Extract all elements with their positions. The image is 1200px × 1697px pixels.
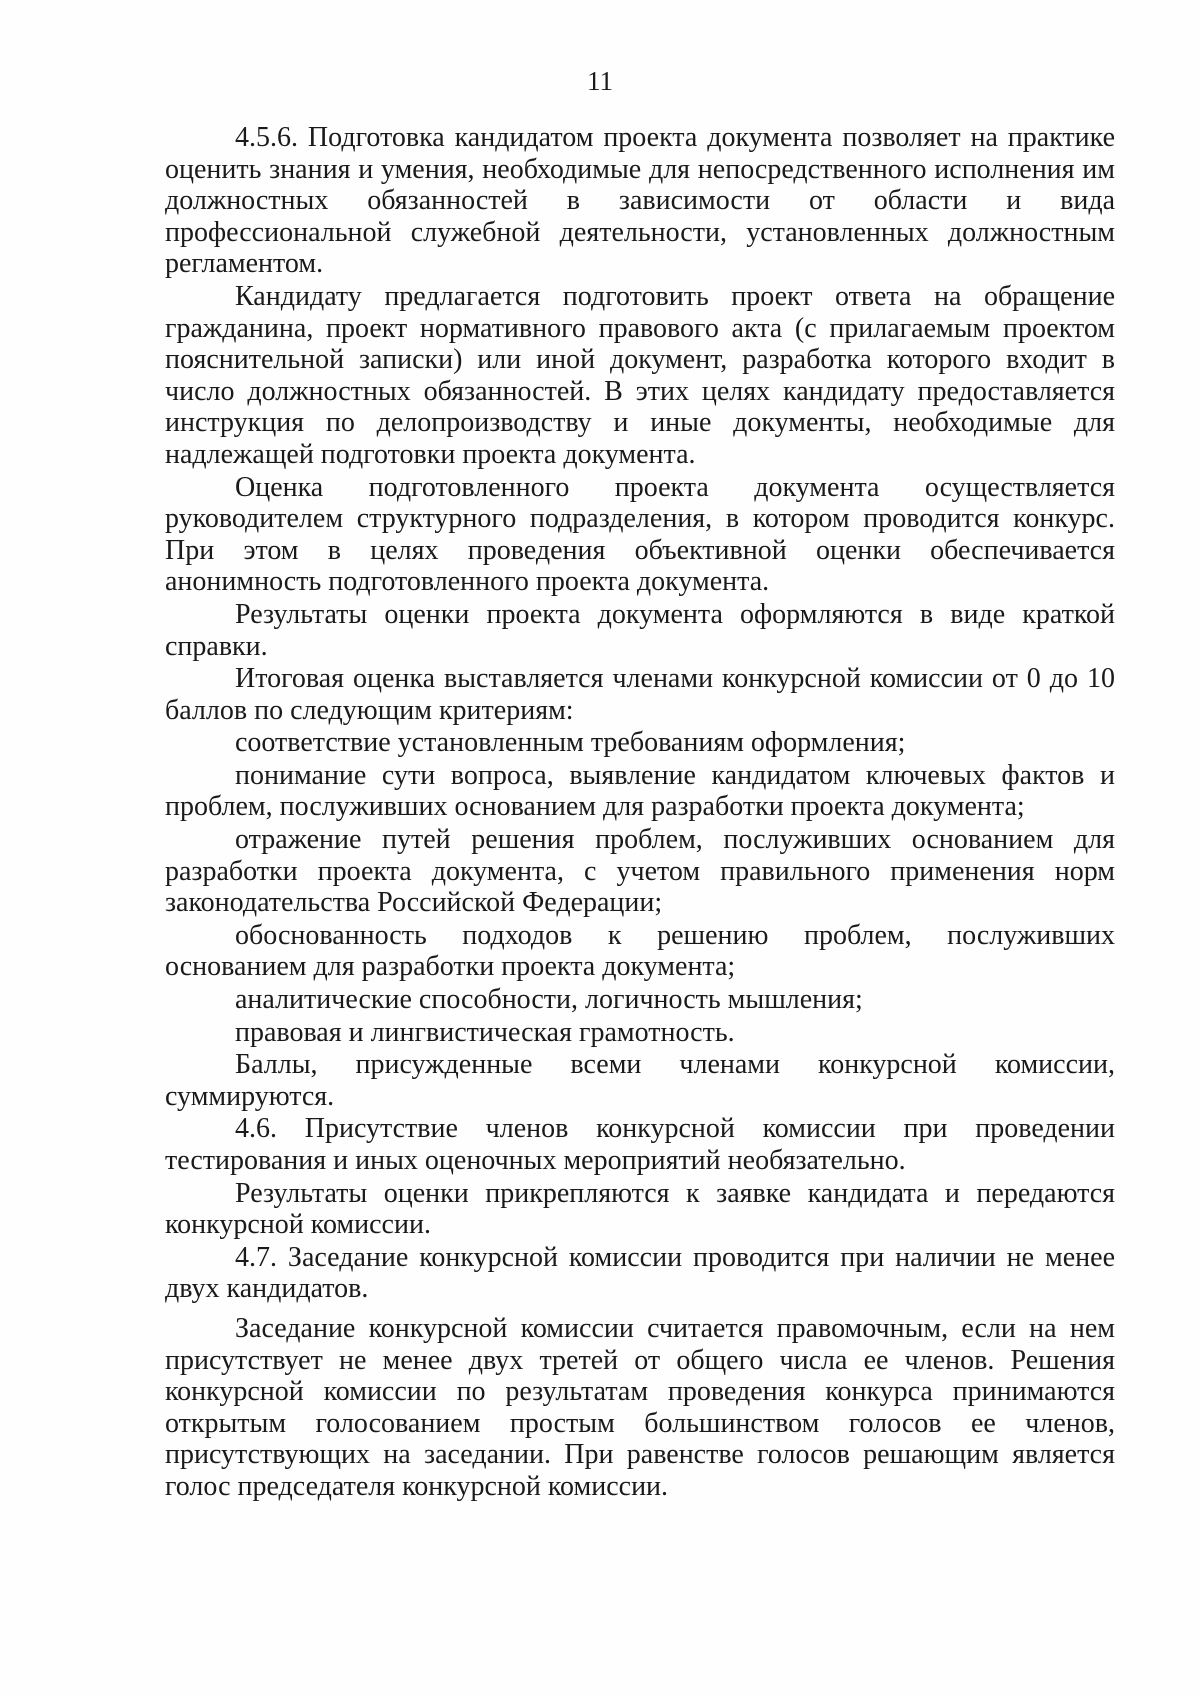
paragraph-results-attached: Результаты оценки прикрепляются к заявке кандидата и передаются конкурсной комиссии. <box>165 1177 1115 1241</box>
paragraph-4-6: 4.6. Присутствие членов конкурсной комиссии при проведении тестирования и иных оценочных мероприятий необязательно. <box>165 1113 1115 1176</box>
criterion-literacy: правовая и лингвистическая грамотность. <box>235 1016 735 1048</box>
paragraph-4-5-6: 4.5.6. Подготовка кандидатом проекта документа позволяет на практике оценить знания и умения, необходимые для непосредственного исполнения им должностных обязанностей в зависимости от области и вида профессиональной служебной деятельности, установленных должностным регламентом. <box>165 122 1115 280</box>
criterion-justification: обоснованность подходов к решению проблем, послуживших основанием для разработки проекта документа; <box>165 919 1115 983</box>
paragraph-4-7: 4.7. Заседание конкурсной комиссии проводится при наличии не менее двух кандидатов. <box>165 1241 1115 1305</box>
criterion-solutions: отражение путей решения проблем, послуживших основанием для разработки проекта документа, с учетом правильного применения норм законодательства Российской Федерации; <box>165 824 1115 919</box>
paragraph-scores-summed: Баллы, присужденные всеми членами конкурсной комиссии, суммируются. <box>165 1049 1115 1112</box>
paragraph-candidate-task: Кандидату предлагается подготовить проект ответа на обращение гражданина, проект нормативного правового акта (с прилагаемым проектом пояснительной записки) или иной документ, разработка которого входит в число должностных обязанностей. В этих целях кандидату предоставляется инструкция по делопроизводству и иные документы, необходимые для надлежащей подготовки проекта документа. <box>165 280 1115 470</box>
paragraph-final-score: Итоговая оценка выставляется членами конкурсной комиссии от 0 до 10 баллов по следующим критериям: <box>165 663 1115 726</box>
criterion-analytics: аналитические способности, логичность мышления; <box>235 984 863 1016</box>
paragraph-quorum: Заседание конкурсной комиссии считается правомочным, если на нем присутствует не менее двух третей от общего числа ее членов. Решения конкурсной комиссии по результатам проведения конкурса принимаются открытым голосованием простым большинством голосов ее членов, присутствующих на заседании. При равенстве голосов решающим является голос председателя конкурсной комиссии. <box>165 1312 1115 1502</box>
paragraph-assessment: Оценка подготовленного проекта документа осуществляется руководителем структурного подразделения, в котором проводится конкурс. При этом в целях проведения объективной оценки обеспечивается анонимность подготовленного проекта документа. <box>165 471 1115 598</box>
page-number: 11 <box>587 66 613 96</box>
criterion-formatting: соответствие установленным требованиям оформления; <box>235 727 906 759</box>
criterion-understanding: понимание сути вопроса, выявление кандидатом ключевых фактов и проблем, послуживших основанием для разработки проекта документа; <box>165 759 1115 823</box>
document-body <box>165 122 1115 1504</box>
paragraph-results-form: Результаты оценки проекта документа оформляются в виде краткой справки. <box>165 598 1115 662</box>
